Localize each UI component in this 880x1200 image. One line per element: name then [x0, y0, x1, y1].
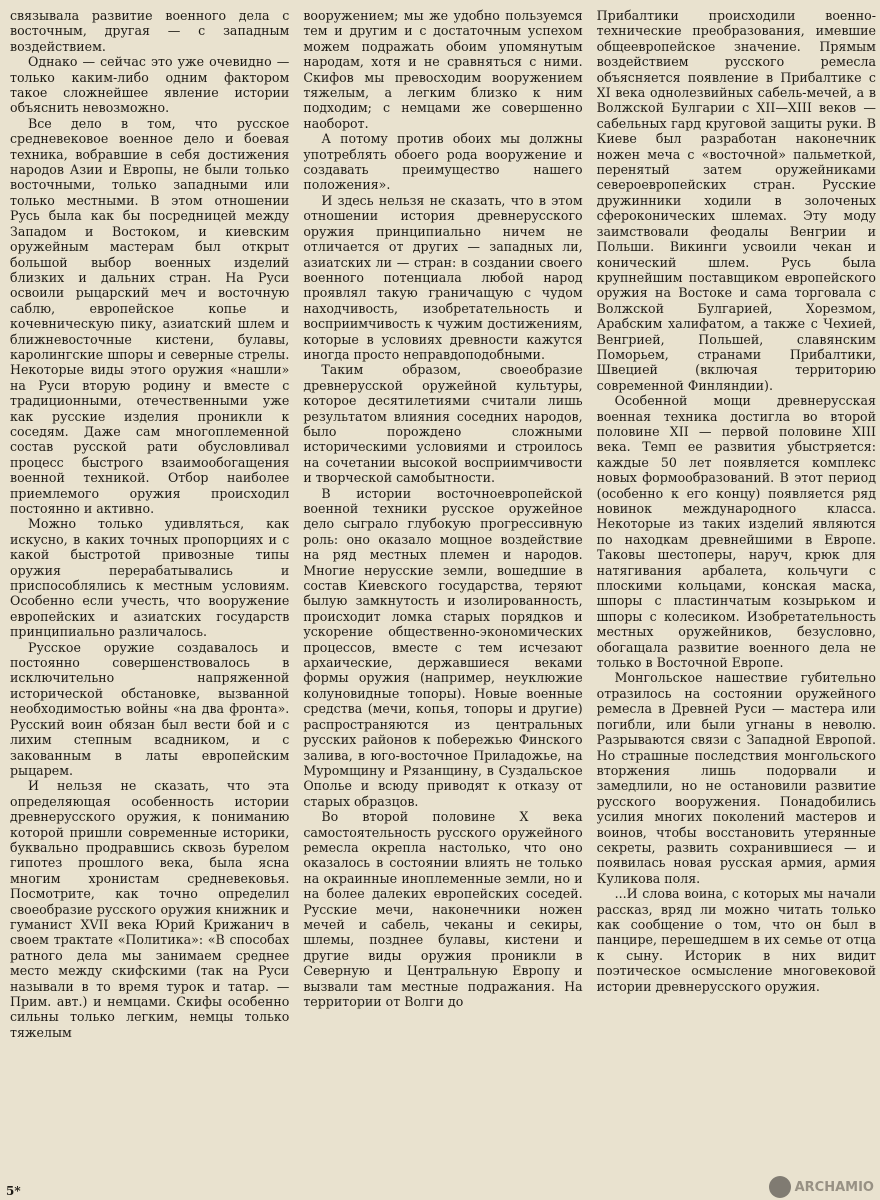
paragraph: Особенной мощи древнерусская военная техника достигла во второй половине XII — первой половине XIII века. Темп ее развития убыстряется: каждые 50 лет появляется комплекс новых формообразований. В этот период (особенно к его концу) появляется ряд новинок международного класса. Некоторые из таких изделий являются по находкам древнейшими в Европе. Таковы шестоперы, наруч, крюк для натягивания арбалета, кольчуги с плоскими кольцами, конская маска, шпоры с пластинчатым козырьком и шпоры с колесиком. Изобретательность местных оружейников, безусловно, обогащала развитие военного дела не только в Восточной Европе. [596, 393, 876, 671]
paragraph: Монгольское нашествие губительно отразилось на состоянии оружейного ремесла в Древней Руси — мастера или погибли, или были угнаны в неволю. Разрываются связи с Западной Европой. Но страшные последствия монгольского вторжения лишь подорвали и замедлили, но не остановили развитие русского вооружения. Понадобились усилия многих поколений мастеров и воинов, чтобы восстановить утерянные секреты, развить сохранившиеся — и появилась новая русская армия, армия Куликова поля. [596, 670, 876, 886]
paragraph: Можно только удивляться, как искусно, в каких точных пропорциях и с какой быстротой привозные типы оружия перерабатывались и приспособлялись к местным условиям. Особенно если учесть, что вооружение европейских и азиатских государств принципиально различалось. [10, 516, 290, 640]
paragraph: вооружением; мы же удобно пользуемся тем и другим и с достаточным успехом можем подражать обоим упомянутым народам, хотя и не сравняться с ними. Скифов мы превосходим вооружением тяжелым, а легким близко к ним подходим; с немцами же совершенно наоборот. [303, 8, 583, 131]
paragraph: И нельзя не сказать, что эта определяющая особенность истории древнерусского оружия, к пониманию которой пришли современные историки, буквально продравшись сквозь бурелом гипотез прошлого века, была ясна многим хронистам средневековья. Посмотрите, как точно определил своеобразие русского оружия книжник и гуманист XVII века Юрий Крижанич в своем трактате «Политика»: «В способах ратного дела мы занимаем среднее место между скифскими (так на Руси называли в то время турок и татар. — Прим. авт.) и немцами. Скифы особенно сильны только легким, немцы только тяжелым [10, 778, 290, 1040]
paragraph: связывала развитие военного дела с восточным, другая — с западным воздействием. [10, 8, 290, 54]
watermark-text: ARCHAMIO [794, 1179, 874, 1195]
paragraph: Прибалтики происходили военно-технические преобразования, имевшие общеевропейское значение. Прямым воздействием русского ремесла объясняется появление в Прибалтике с XI века однолезвийных сабель-мечей, а в Волжской Булгарии с XII—XIII веков — сабельных гард круговой защиты руки. В Киеве был разработан наконечник ножен меча с «восточной» пальметкой, перенятый затем оружейниками североевропейских стран. Русские дружинники ходили в золоченых сфероконических шлемах. Эту моду заимствовали феодалы Венгрии и Польши. Викинги усвоили чекан и конический шлем. Русь была крупнейшим поставщиком европейского оружия на Востоке и сама торговала с Волжской Булгарией, Хорезмом, Арабским халифатом, а также с Чехией, Венгрией, Польшей, славянским Поморьем, странами Прибалтики, Швецией (включая территорию современной Финляндии). [596, 8, 876, 393]
watermark [769, 1176, 874, 1198]
paragraph: Во второй половине X века самостоятельность русского оружейного ремесла окрепла настолько, что оно оказалось в состоянии влиять не только на окраинные иноплеменные земли, но и на более далеких европейских соседей. Русские мечи, наконечники ножен мечей и сабель, чеканы и секиры, шлемы, позднее булавы, кистени и другие виды оружия проникли в Северную и Центральную Европу и вызвали там местные подражания. На территории от Волги до [303, 809, 583, 1009]
text-column-left [10, 8, 289, 1186]
page-number: 5* [6, 1184, 21, 1198]
paragraph: ...И слова воина, с которых мы начали рассказ, вряд ли можно читать только как сообщение о том, что он был в панцире, перешедшем в их семье от отца к сыну. Историк в них видит поэтическое осмысление многовековой истории древнерусского оружия. [596, 886, 876, 994]
paragraph: Русское оружие создавалось и постоянно совершенствовалось в исключительно напряженной исторической обстановке, вызванной необходимостью войны «на два фронта». Русский воин обязан был вести бой и с лихим степным всадником, и с закованным в латы европейским рыцарем. [10, 639, 290, 778]
paragraph: Таким образом, своеобразие древнерусской оружейной культуры, которое десятилетиями считали лишь результатом влияния соседних народов, было порождено сложными историческими условиями и строилось на сочетании высокой восприимчивости и творческой самобытности. [303, 362, 583, 486]
text-column-right [597, 8, 876, 1186]
paragraph: Однако — сейчас это уже очевидно — только каким-либо одним фактором такое сложнейшее явление истории объяснить невозможно. [10, 54, 290, 116]
paragraph: А потому против обоих мы должны употреблять обоего рода вооружение и создавать преимущество нашего положения». [303, 131, 583, 193]
watermark-logo-icon [769, 1176, 791, 1198]
text-column-middle [303, 8, 582, 1186]
article-page [10, 8, 876, 1186]
paragraph: Все дело в том, что русское средневековое военное дело и боевая техника, вобравшие в себя достижения народов Азии и Европы, не были только восточными, только западными или только местными. В этом отношении Русь была как бы посредницей между Западом и Востоком, и киевским оружейным мастерам был открыт большой выбор военных изделий близких и дальних стран. На Руси освоили рыцарский меч и восточную саблю, европейское копье и кочевническую пику, азиатский шлем и ближневосточные кистени, булавы, каролингские шпоры и северные стрелы. Некоторые виды этого оружия «нашли» на Руси вторую родину и вместе с традиционными, отечественными уже как русские изделия проникли к соседям. Даже сам многоплеменной состав русской рати обусловливал процесс быстрого взаимообогащения военной техникой. Отбор наиболее приемлемого оружия происходил постоянно и активно. [10, 115, 290, 516]
paragraph: В истории восточноевропейской военной техники русское оружейное дело сыграло глубокую прогрессивную роль: оно оказало мощное воздействие на ряд местных племен и народов. Многие нерусские земли, вошедшие в состав Киевского государства, теряют былую замкнутость и изолированность, происходит ломка старых порядков и ускорение общественно-экономических процессов, вместе с тем исчезают архаические, державшиеся веками формы оружия (например, неуклюжие колуновидные топоры). Новые военные средства (мечи, копья, топоры и другие) распространяются из центральных русских районов к побережью Финского залива, в юго-восточное Приладожье, на Муромщину и Рязанщину, в Суздальское Ополье и всюду приводят к отказу от старых образцов. [303, 485, 583, 809]
paragraph: И здесь нельзя не сказать, что в этом отношении история древнерусского оружия принципиально ничем не отличается от других — западных ли, азиатских ли — стран: в создании своего военного потенциала любой народ проявлял такую граничащую с чудом находчивость, изобретательность и восприимчивость к чужим достижениям, которые в условиях древности кажутся иногда просто неправдоподобными. [303, 192, 583, 362]
